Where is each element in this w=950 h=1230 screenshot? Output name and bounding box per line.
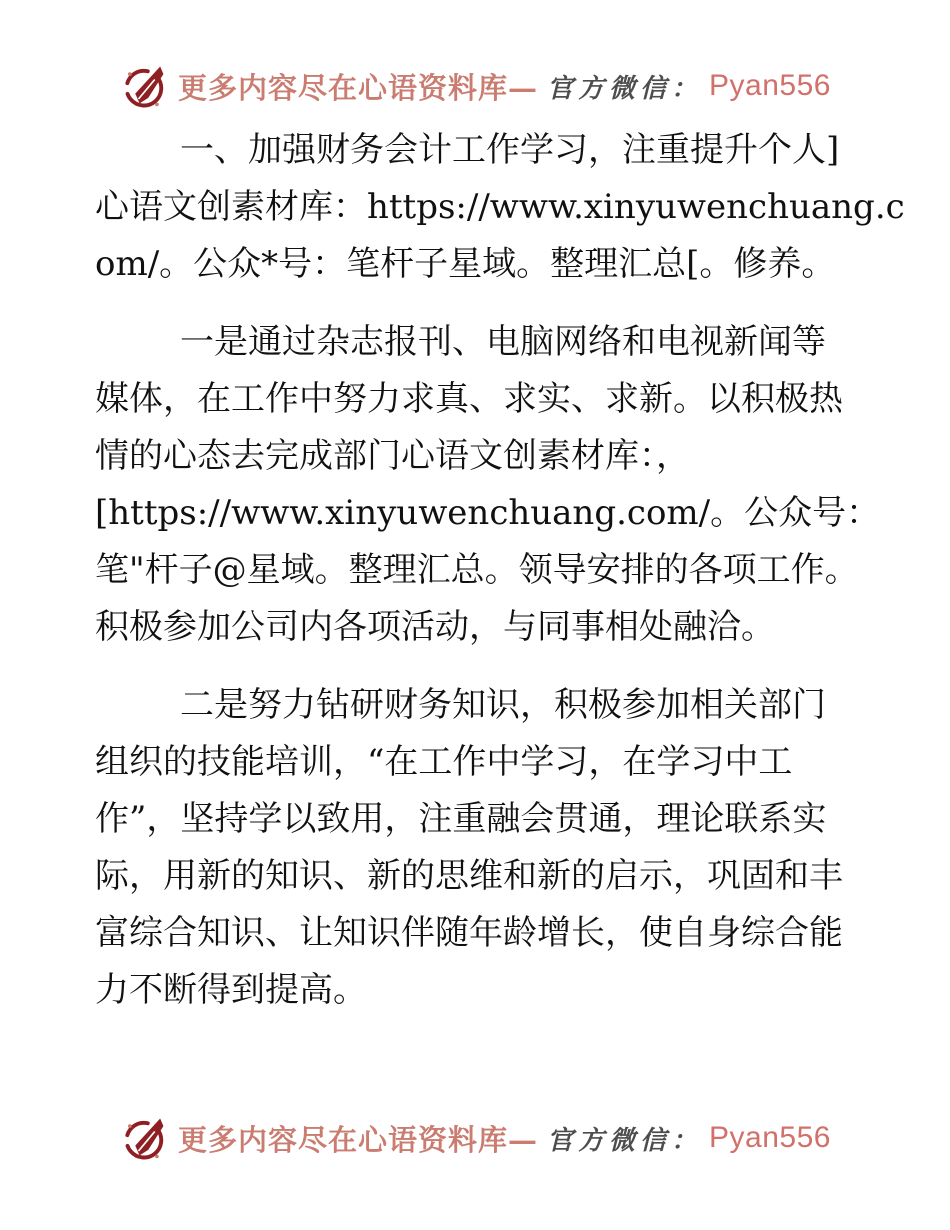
text-line: 一、加强财务会计工作学习，注重提升个人] [180, 130, 840, 170]
watermark-wechat-account: Pyan556 [709, 69, 831, 102]
pen-seal-icon [119, 1112, 171, 1164]
paragraph [95, 314, 881, 656]
text-line: 际，用新的知识、新的思维和新的启示，巩固和丰 [95, 856, 843, 896]
document-body [95, 122, 905, 1040]
text-line: 积极参加公司内各项活动，与同事相处融洽。 [95, 607, 775, 647]
text-line: 富综合知识、让知识伴随年龄增长，使自身综合能 [95, 913, 843, 953]
watermark-wechat-account: Pyan556 [709, 1121, 831, 1154]
text-line: 一是通过杂志报刊、电脑网络和电视新闻等 [180, 322, 826, 362]
watermark-wechat-label: 官方微信： [547, 73, 703, 104]
text-line: 二是努力钻研财务知识，积极参加相关部门 [180, 685, 826, 725]
text-line: om/。公众*号：笔杆子星域。整理汇总[。修养。 [95, 244, 836, 284]
text-line: 心语文创素材库：https://www.xinyuwenchuang.c [95, 187, 905, 227]
paragraph [95, 122, 905, 293]
watermark-text: 更多内容尽在心语资料库— [178, 1122, 539, 1157]
watermark-wechat-label: 官方微信： [547, 1125, 703, 1156]
pen-seal-icon [119, 60, 171, 112]
footer-watermark [0, 1112, 950, 1164]
text-line: 笔"杆子@星域。整理汇总。领导安排的各项工作。 [95, 550, 859, 590]
paragraph [95, 677, 857, 1019]
header-watermark [0, 60, 950, 112]
watermark-text: 更多内容尽在心语资料库— [178, 70, 539, 105]
text-line: 力不断得到提高。 [95, 970, 367, 1010]
text-line: 作”，坚持学以致用，注重融会贯通，理论联系实 [95, 799, 827, 839]
text-line: 组织的技能培训，“在工作中学习，在学习中工 [95, 742, 793, 782]
text-line: 情的心态去完成部门心语文创素材库：， [95, 436, 690, 476]
text-line: [https://www.xinyuwenchuang.com/。公众号： [95, 493, 881, 533]
text-line: 媒体，在工作中努力求真、求实、求新。以积极热 [95, 379, 843, 419]
